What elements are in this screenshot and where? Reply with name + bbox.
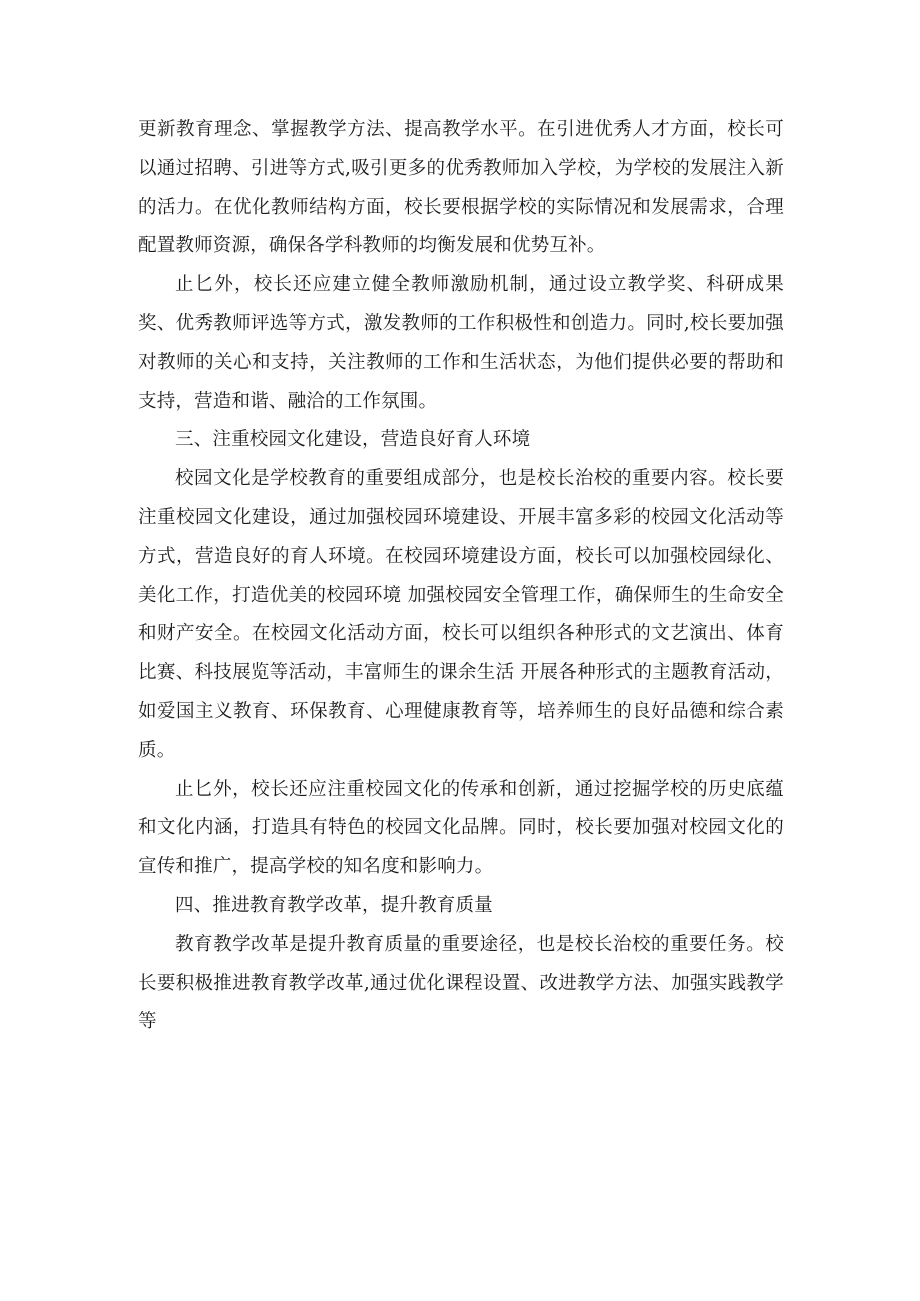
document-page — [138, 111, 784, 1042]
paragraph-campus-culture: 校园文化是学校教育的重要组成部分，也是校长治校的重要内容。校长要注重校园文化建设，通过加强校园环境建设、开展丰富多彩的校园文化活动等方式，营造良好的育人环境。在校园环境建设方面，校长可以加强校园绿化、美化工作，打造优美的校园环境 加强校园安全管理工作，确保师生的生命安全和财产安全。在校园文化活动方面，校长可以组织各种形式的文艺演出、体育比赛、科技展览等活动，丰富师生的课余生活 开展各种形式的主题教育活动，如爱国主义教育、环保教育、心理健康教育等，培养师生的良好品德和综合素质。 — [138, 468, 784, 761]
paragraph-education-reform: 教育教学改革是提升教育质量的重要途径，也是校长治校的重要任务。校长要积极推进教育教学改革,通过优化课程设置、改进教学方法、加强实践教学等 — [138, 933, 784, 1033]
section-heading-campus-culture: 三、注重校园文化建设，营造良好育人环境 — [175, 429, 531, 451]
paragraph-teacher-development-continued: 更新教育理念、掌握教学方法、提高教学水平。在引进优秀人才方面，校长可以通过招聘、引进等方式,吸引更多的优秀教师加入学校，为学校的发展注入新的活力。在优化教师结构方面，校长要根据学校的实际情况和发展需求，合理配置教师资源，确保各学科教师的均衡发展和优势互补。 — [138, 119, 784, 257]
paragraph-culture-heritage: 止匕外，校长还应注重校园文化的传承和创新，通过挖掘学校的历史底蕴和文化内涵，打造具有特色的校园文化品牌。同时，校长要加强对校园文化的宣传和推广，提高学校的知名度和影响力。 — [138, 778, 784, 878]
section-heading-education-reform: 四、推进教育教学改革，提升教育质量 — [175, 894, 493, 916]
paragraph-teacher-incentives: 止匕外，校长还应建立健全教师激励机制，通过设立教学奖、科研成果奖、优秀教师评选等方式，激发教师的工作积极性和创造力。同时,校长要加强对教师的关心和支持，关注教师的工作和生活状态，为他们提供必要的帮助和支持，营造和谐、融洽的工作氛围。 — [138, 274, 784, 412]
